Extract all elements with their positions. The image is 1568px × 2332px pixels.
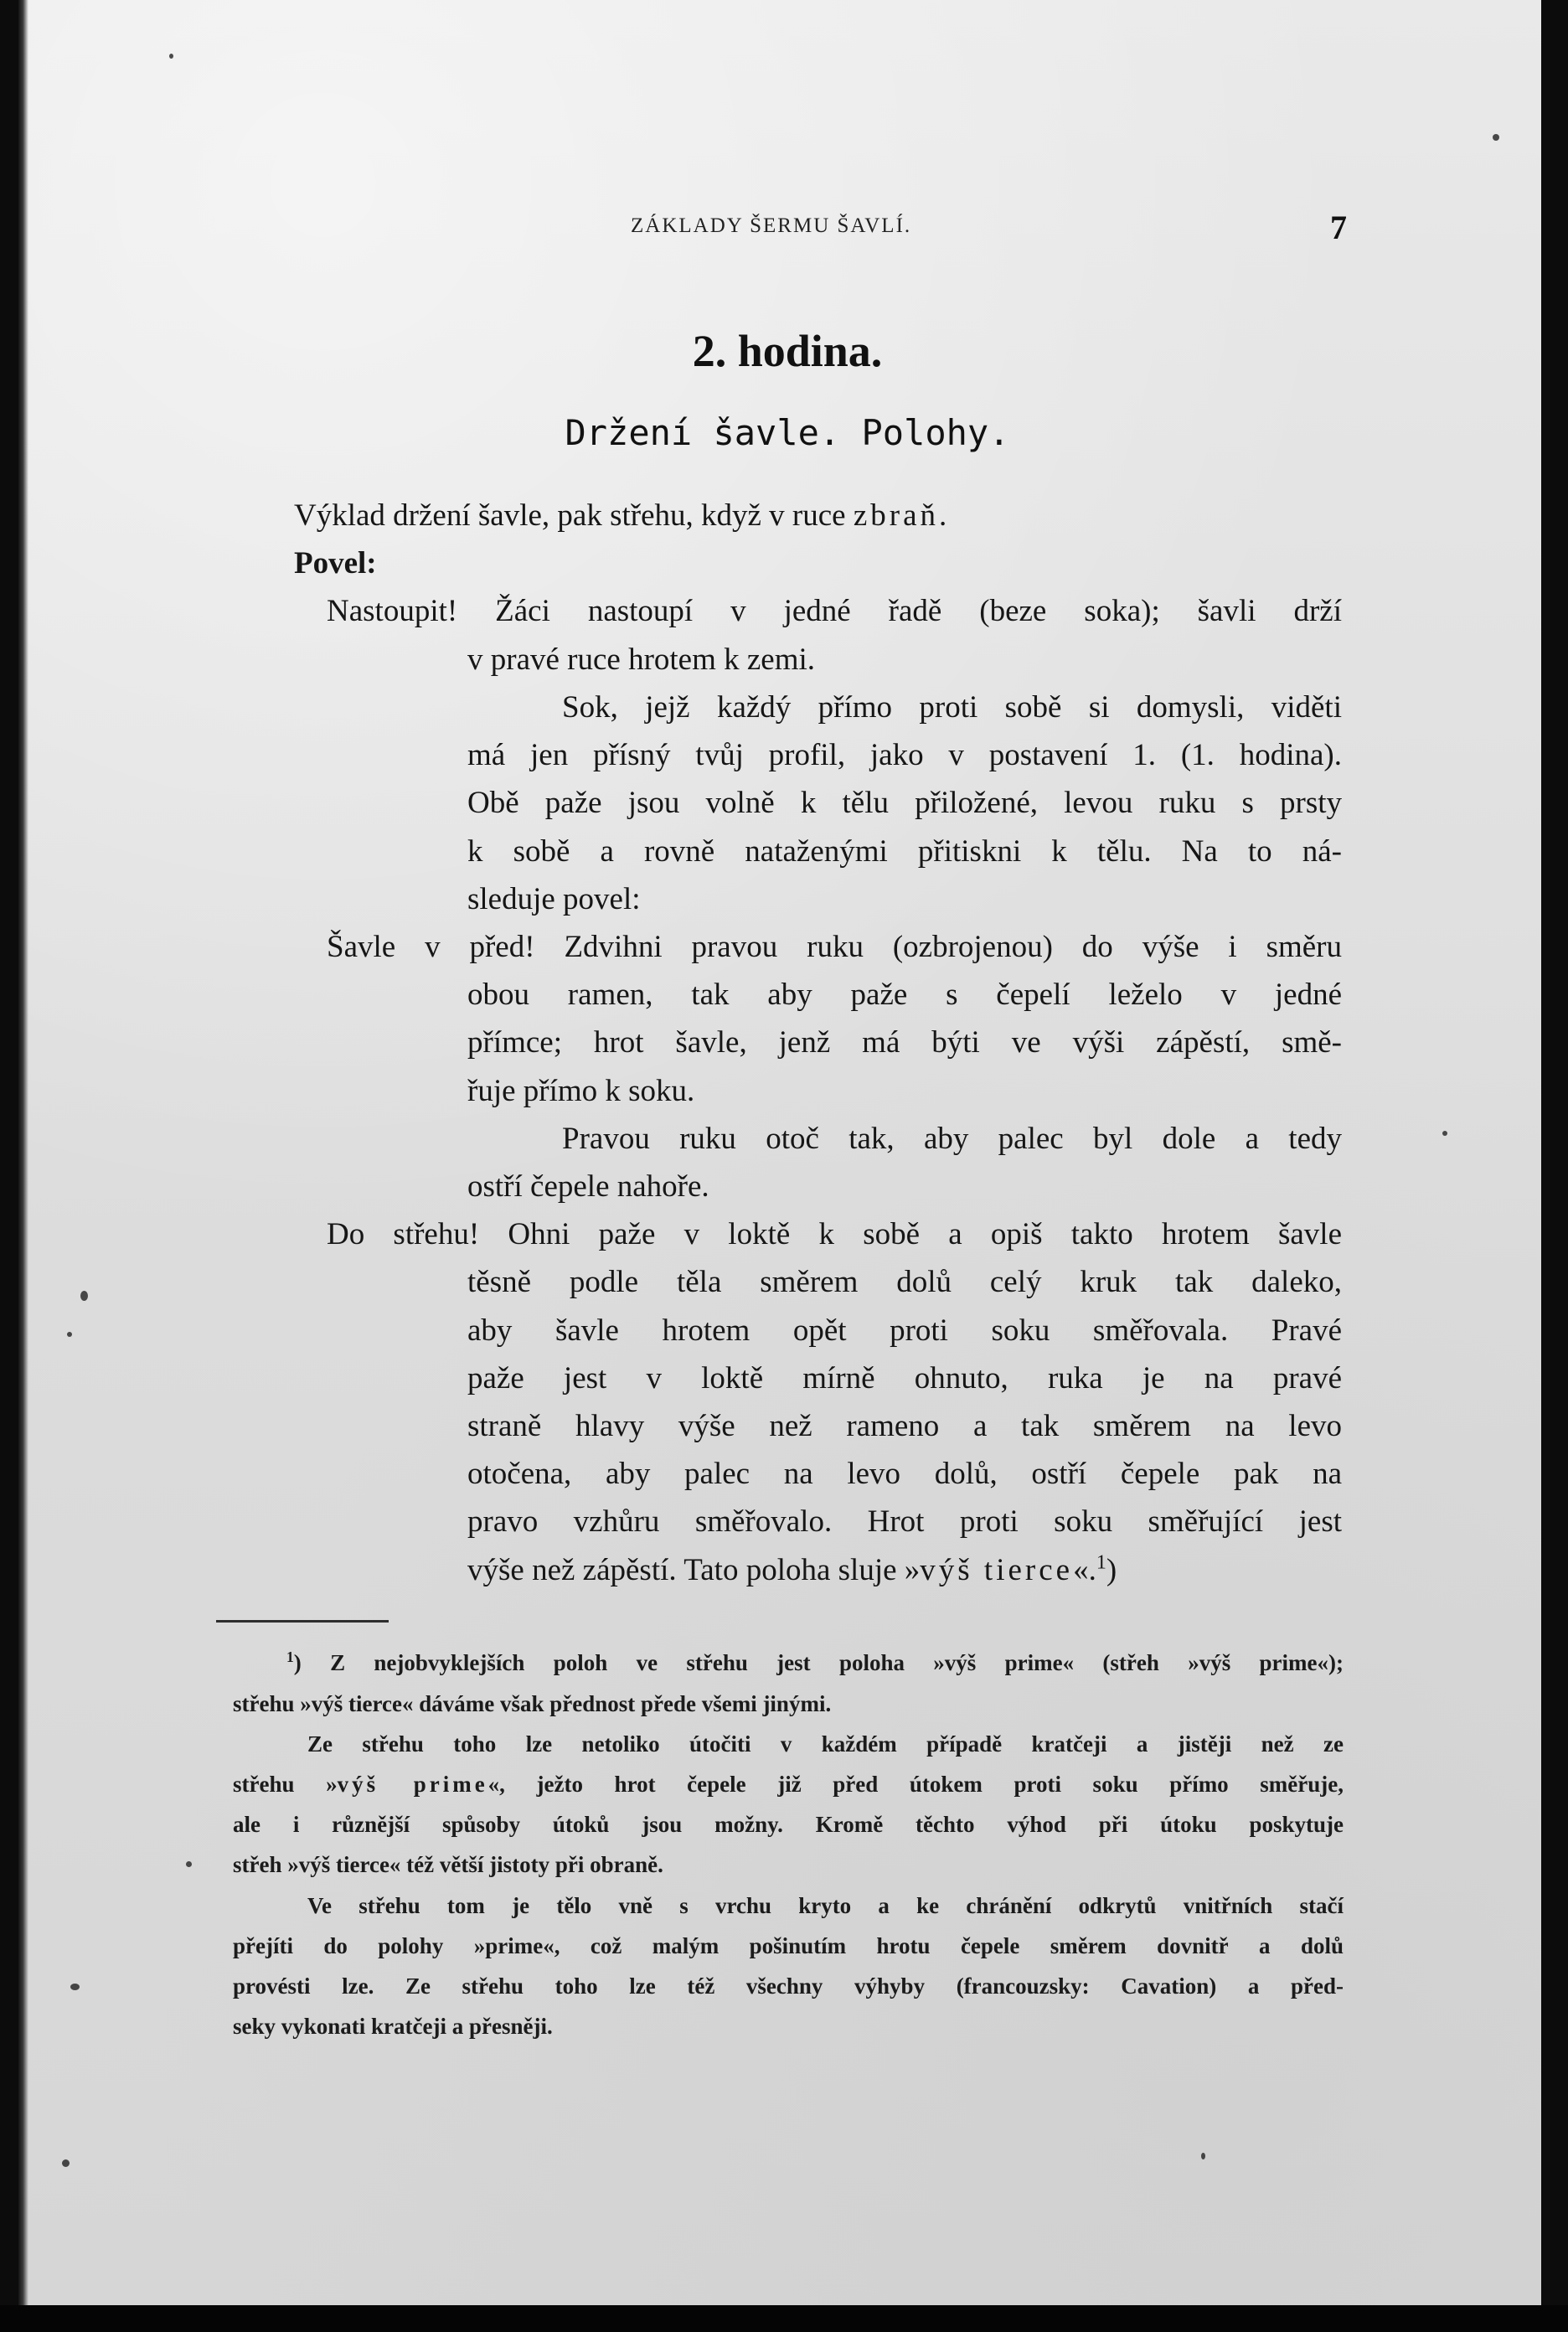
footnote-text: střehu » bbox=[233, 1772, 338, 1797]
section-title: Držení šavle. Polohy. bbox=[565, 412, 1010, 453]
last-line-text: výše než zápěstí. Tato poloha sluje » bbox=[467, 1553, 921, 1587]
intro-end: . bbox=[939, 498, 947, 533]
command-do-strehu: Do střehu! bbox=[327, 1217, 480, 1251]
paragraph-line: řuje přímo k soku. bbox=[467, 1074, 695, 1108]
intro-spaced-word: zbraň bbox=[853, 498, 939, 533]
paragraph-line: má jen přísný tvůj profil, jako v postavení 1. (1. hodina). bbox=[467, 738, 1342, 772]
intro-line bbox=[294, 498, 946, 534]
paragraph-line: sleduje povel: bbox=[467, 882, 641, 916]
paragraph-line: k sobě a rovně nataženými přitiskni k tělu. Na to ná- bbox=[467, 834, 1342, 869]
scan-speck bbox=[1201, 2153, 1205, 2159]
scan-speck bbox=[67, 1332, 72, 1337]
footnote-line: provésti lze. Ze střehu toho lze též všechny výhyby (francouzsky: Cavation) a před- bbox=[233, 1973, 1344, 1999]
last-line-spaced: výš tierce bbox=[920, 1553, 1074, 1587]
scan-speck bbox=[1442, 1131, 1447, 1136]
intro-text: Výklad držení šavle, pak střehu, když v ruce bbox=[294, 498, 854, 533]
scan-speck bbox=[169, 54, 173, 59]
paragraph-line: Pravou ruku otoč tak, aby palec byl dole a tedy bbox=[562, 1122, 1342, 1156]
paragraph-line: ostří čepele nahoře. bbox=[467, 1169, 709, 1204]
book-page bbox=[18, 0, 1541, 2305]
footnote-line: střehu »výš tierce« dáváme však přednost přede všemi jinými. bbox=[233, 1691, 832, 1716]
scan-speck bbox=[62, 2159, 70, 2167]
footnote-line: přejíti do polohy »prime«, což malým pošinutím hrotu čepele směrem dovnitř a dolů bbox=[233, 1933, 1344, 1958]
footnote-text: ) Z nejobvyklejších poloh ve střehu jest poloha »výš prime« (střeh »výš prime«); bbox=[293, 1650, 1344, 1675]
paragraph-line: paže jest v loktě mírně ohnuto, ruka je na pravé bbox=[467, 1361, 1342, 1396]
footnote-line bbox=[286, 1650, 1344, 1676]
command-line-do-strehu bbox=[327, 1216, 1342, 1252]
command-heading: Povel: bbox=[294, 546, 377, 580]
paragraph-line: aby šavle hrotem opět proti soku směřovala. Pravé bbox=[467, 1313, 1342, 1348]
last-line-quote: «. bbox=[1073, 1553, 1096, 1587]
footnote-line: ale i různější spůsoby útoků jsou možny. Kromě těchto výhod při útoku poskytuje bbox=[233, 1812, 1344, 1837]
footnote-line: Ve střehu tom je tělo vně s vrchu kryto a ke chránění odkrytů vnitřních stačí bbox=[307, 1893, 1344, 1918]
page-number: 7 bbox=[1330, 209, 1347, 246]
command-line-savle bbox=[327, 929, 1342, 965]
paragraph-line: Obě paže jsou volně k tělu přiložené, levou ruku s prsty bbox=[467, 786, 1342, 820]
scan-speck bbox=[1493, 134, 1499, 141]
last-line-close: ) bbox=[1106, 1553, 1117, 1587]
footnote-reference: 1 bbox=[1096, 1551, 1106, 1574]
paragraph-line-last bbox=[467, 1552, 1117, 1588]
footnote-spaced: výš prime bbox=[337, 1772, 488, 1797]
command-savle-text: Zdvihni pravou ruku (ozbrojenou) do výše i směru bbox=[564, 930, 1342, 964]
lesson-title: 2. hodina. bbox=[692, 326, 883, 376]
scan-speck bbox=[80, 1291, 88, 1301]
footnote-line bbox=[233, 1772, 1344, 1798]
paragraph-line: otočena, aby palec na levo dolů, ostří čepele pak na bbox=[467, 1457, 1342, 1491]
footnote-line: Ze střehu toho lze netoliko útočiti v každém případě kratčeji a jistěji než ze bbox=[307, 1731, 1344, 1757]
paragraph-line: přímce; hrot šavle, jenž má býti ve výši zápěstí, smě- bbox=[467, 1025, 1342, 1060]
scan-speck bbox=[70, 1984, 80, 1990]
command-savle: Šavle v před! bbox=[327, 930, 535, 964]
command-nastoupit: Nastoupit! bbox=[327, 594, 458, 628]
paragraph-line: těsně podle těla směrem dolů celý kruk tak daleko, bbox=[467, 1265, 1342, 1299]
footnote-line: seky vykonati kratčeji a přesněji. bbox=[233, 2014, 553, 2039]
footnote-mark: 1 bbox=[286, 1648, 294, 1665]
paragraph-line: v pravé ruce hrotem k zemi. bbox=[467, 642, 816, 677]
command-nastoupit-text: Žáci nastoupí v jedné řadě (beze soka); šavli drží bbox=[495, 594, 1343, 628]
paragraph-line: pravo vzhůru směřovalo. Hrot proti soku směřující jest bbox=[467, 1504, 1342, 1539]
command-do-strehu-text: Ohni paže v loktě k sobě a opiš takto hrotem šavle bbox=[508, 1217, 1343, 1251]
scan-border bbox=[0, 2305, 1568, 2332]
paragraph-line: obou ramen, tak aby paže s čepelí leželo v jedné bbox=[467, 978, 1342, 1012]
footnote-divider bbox=[216, 1620, 389, 1623]
footnote-text: «, ježto hrot čepele již před útokem proti soku přímo směřuje, bbox=[487, 1772, 1344, 1797]
paragraph-line: straně hlavy výše než rameno a tak směrem na levo bbox=[467, 1409, 1342, 1443]
footnote-line: střeh »výš tierce« též větší jistoty při obraně. bbox=[233, 1852, 663, 1877]
running-head: ZÁKLADY ŠERMU ŠAVLÍ. bbox=[631, 214, 912, 237]
scan-speck bbox=[186, 1861, 192, 1867]
paragraph-line: Sok, jejž každý přímo proti sobě si domysli, viděti bbox=[562, 690, 1342, 725]
command-line-nastoupit bbox=[327, 593, 1342, 629]
